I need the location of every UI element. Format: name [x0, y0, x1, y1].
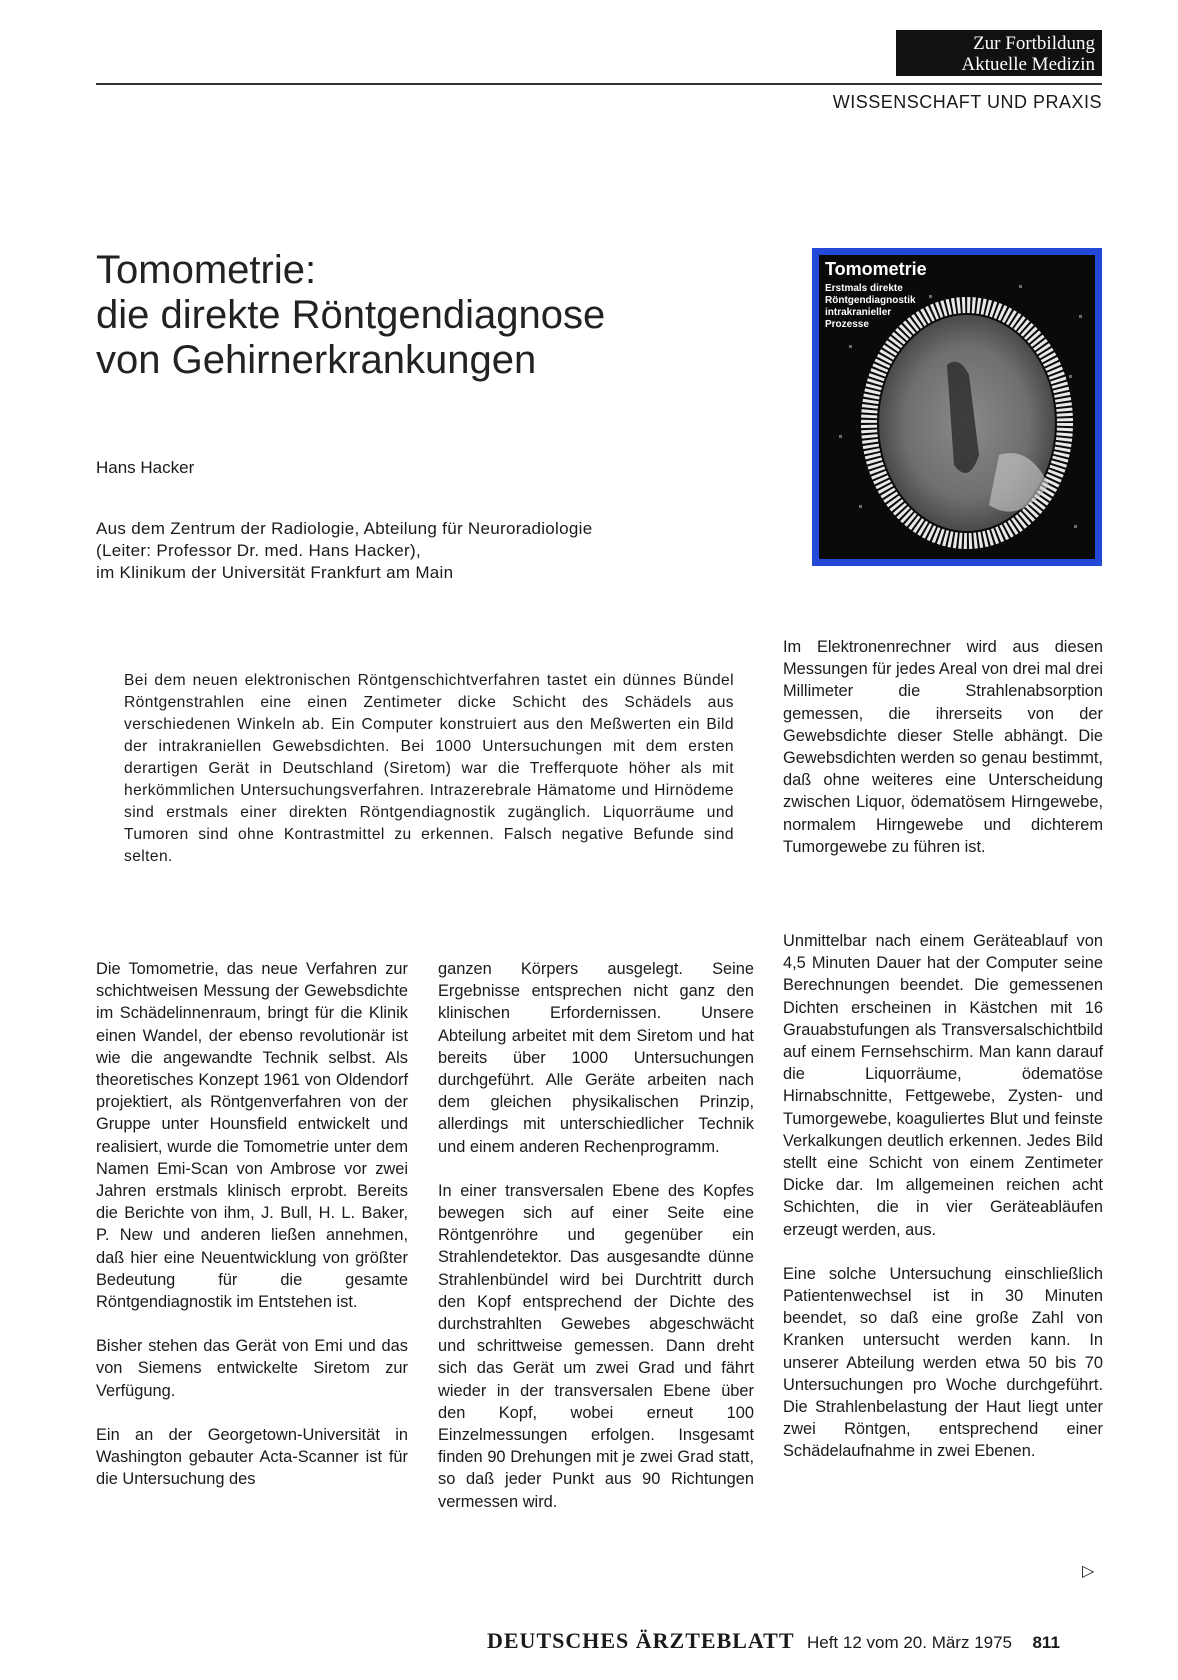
- cover-title: Tomometrie: [825, 259, 927, 279]
- journal-name: DEUTSCHES ÄRZTEBLATT: [487, 1628, 795, 1653]
- body-column-1: [96, 958, 408, 1512]
- body-column-3-top: [783, 636, 1103, 880]
- title-line-3: von Gehirnerkrankungen: [96, 338, 537, 382]
- paragraph: Unmittelbar nach einem Geräteablauf von 4,5 Minuten Dauer hat der Computer seine Berechnungen beendet. Die gemessenen Dichten erscheinen in Kästchen mit 16 Grauabstufungen als Transversalschichtbild auf einem Fernsehschirm. Man kann darauf die Liquorräume, ödematöse Hirnabschnitte, Fettgewebe, Zysten- und Tumorgewebe, koaguliertes Blut und feinste Verkalkungen deutlich erkennen. Jedes Bild stellt eine Schicht von einem Zentimeter Dicke dar. Im allgemeinen reichen acht Schichten, die in vier Geräteabläufen erzeugt werden, aus.: [783, 932, 1103, 1239]
- cover-sub-3: intrakranieller: [825, 307, 892, 318]
- rubric-line-1: Zur Fortbildung: [973, 33, 1095, 54]
- cover-sub-2: Röntgendiagnostik: [825, 295, 916, 306]
- cover-sub-1: Erstmals direkte: [825, 283, 903, 294]
- paragraph: Im Elektronenrechner wird aus diesen Messungen für jedes Areal von drei mal drei Millimeter die Strahlenabsorption gemessen, die ihrerseits von der Gewebsdichte dieser Stelle abhängt. Die Gewebsdichten werden so genau bestimmt, daß ohne weiteres eine Unterscheidung zwischen Liquor, ödematösem Hirngewebe, normalem Hirngewebe und dichterem Tumorgewebe zu führen ist.: [783, 638, 1103, 856]
- body-column-2: [438, 958, 754, 1535]
- abstract: Bei dem neuen elektronischen Röntgenschichtverfahren tastet ein dünnes Bündel Röntgenstrahlen eine einen Zentimeter dicke Schicht des Schädels aus verschiedenen Winkeln ab. Ein Computer konstruiert aus den Meßwerten ein Bild der intrakraniellen Gewebsdichten. Bei 1000 Untersuchungen mit dem ersten derartigen Gerät in Deutschland (Siretom) war die Trefferquote höher als mit herkömmlichen Untersuchungsverfahren. Intrazerebrale Hämatome und Hirnödeme sind erstmals einer direkten Röntgendiagnostik zugänglich. Liquorräume und Tumoren sind ohne Kontrastmittel zu erkennen. Falsch negative Befunde sind selten.: [124, 672, 734, 865]
- paragraph: In einer transversalen Ebene des Kopfes bewegen sich auf einer Seite eine Röntgenröhre und gegenüber ein Strahlendetektor. Das ausgesandte dünne Strahlenbündel wird bei Durchtritt durch den Kopf entsprechend der Dichte des durchstrahlten Gewebes abgeschwächt und schrittweise gemessen. Dann dreht sich das Gerät um zwei Grad und fährt wieder in der transversalen Ebene über den Kopf, wobei erneut 100 Einzelmessungen erfolgen. Insgesamt finden 90 Drehungen mit je zwei Grad statt, so daß jeder Punkt aus 90 Richtungen vermessen wird.: [438, 1181, 754, 1511]
- paragraph: Eine solche Untersuchung einschließlich Patientenwechsel ist in 30 Minuten beendet, so daß eine große Zahl von Kranken untersucht werden kann. In unserer Abteilung werden etwa 50 bis 70 Untersuchungen pro Woche durchgeführt. Die Strahlenbelastung der Haut liegt unter zwei Röntgen, entsprechend einer Schädelaufnahme in zwei Ebenen.: [783, 1264, 1103, 1461]
- body-column-3: [783, 930, 1103, 1485]
- affiliation-line-2: (Leiter: Professor Dr. med. Hans Hacker),: [96, 541, 422, 560]
- issue-info: Heft 12 vom 20. März 1975: [806, 1633, 1013, 1652]
- paragraph: Die Tomometrie, das neue Verfahren zur schichtweisen Messung der Gewebsdichte im Schädelinnenraum, bringt für die Klinik einen Wandel, der ebenso revolutionär ist wie die angewandte Technik selbst. Als theoretisches Konzept 1961 von Oldendorf projektiert, als Röntgenverfahren von der Gruppe unter Hounsfield entwickelt und realisiert, wurde die Tomometrie unter dem Namen Emi-Scan von Ambrose vor zwei Jahren erstmals klinisch erprobt. Bereits die Berichte von ihm, J. Bull, H. L. Baker, P. New und anderen ließen annehmen, daß hier eine Neuentwicklung von größter Bedeutung für die gesamte Röntgendiagnostik im Entstehen ist.: [96, 960, 408, 1312]
- rubric-line-2: Aktuelle Medizin: [961, 54, 1095, 75]
- rubric-tag: [896, 30, 1102, 76]
- section-label: WISSENSCHAFT UND PRAXIS: [832, 92, 1102, 112]
- page-footer: [487, 1628, 1102, 1654]
- cover-image: [812, 248, 1102, 566]
- cover-subtitle: [825, 283, 916, 331]
- paragraph: ganzen Körpers ausgelegt. Seine Ergebnisse entsprechen nicht ganz den klinischen Erfordernissen. Unsere Abteilung arbeitet mit dem Siretom und hat bereits über 1000 Untersuchungen durchgeführt. Alle Geräte arbeiten nach dem gleichen physikalischen Prinzip, allerdings mit unterschiedlicher Technik und einem anderen Rechenprogramm.: [438, 960, 754, 1156]
- continue-arrow-icon: ▷: [1082, 1563, 1095, 1580]
- author-name: Hans Hacker: [96, 458, 195, 477]
- header-rule: [96, 83, 1102, 85]
- paragraph: Ein an der Georgetown-Universität in Washington gebauter Acta-Scanner ist für die Untersuchung des: [96, 1425, 408, 1489]
- title-line-2: die direkte Röntgendiagnose: [96, 293, 606, 337]
- affiliation-line-3: im Klinikum der Universität Frankfurt am Main: [96, 563, 454, 582]
- article-title: [96, 248, 736, 383]
- paragraph: Bisher stehen das Gerät von Emi und das von Siemens entwickelte Siretom zur Verfügung.: [96, 1337, 408, 1400]
- title-line-1: Tomometrie:: [96, 248, 317, 292]
- cover-sub-4: Prozesse: [825, 319, 869, 330]
- page-number: 811: [1032, 1633, 1060, 1652]
- affiliation-line-1: Aus dem Zentrum der Radiologie, Abteilung für Neuroradiologie: [96, 519, 593, 538]
- affiliation: [96, 518, 736, 584]
- ct-scan-image: [819, 255, 1095, 559]
